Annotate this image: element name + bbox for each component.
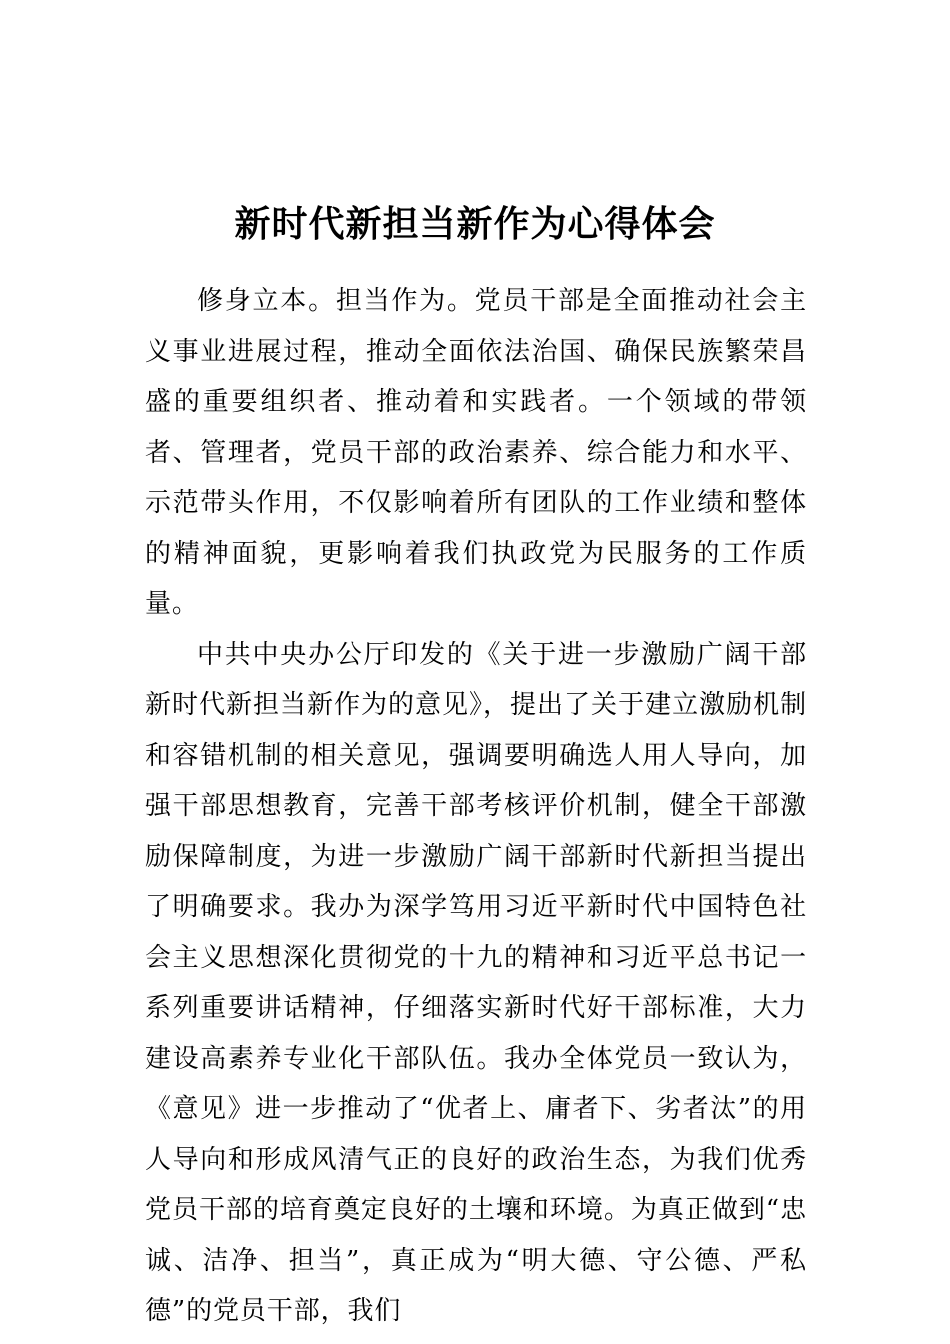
paragraph-2: 中共中央办公厅印发的《关于进一步激励广阔干部新时代新担当新作为的意见》，提出了关于建立激励机制和容错机制的相关意见，强调要明确选人用人导向，加强干部思想教育，完善干部考核评价机制，健全干部激励保障制度，为进一步激励广阔干部新时代新担当提出了明确要求。我办为深学笃用习近平新时代中国特色社会主义思想深化贯彻党的十九的精神和习近平总书记一系列重要讲话精神，仔细落实新时代好干部标准，大力建设高素养专业化干部队伍。我办全体党员一致认为，《意见》进一步推动了“优者上、庸者下、劣者汰”的用人导向和形成风清气正的良好的政治生态，为我们优秀党员干部的培育奠定良好的土壤和环境。为真正做到“忠诚、洁净、担当”，真正成为“明大德、守公德、严私德”的党员干部，我们 <box>145 639 807 1326</box>
paragraph-1: 修身立本。担当作为。党员干部是全面推动社会主义事业进展过程，推动全面依法治国、确保民族繁荣昌盛的重要组织者、推动着和实践者。一个领域的带领者、管理者，党员干部的政治素养、综合能力和水平、示范带头作用，不仅影响着所有团队的工作业绩和整体的精神面貌，更影响着我们执政党为民服务的工作质量。 <box>145 286 807 619</box>
document-title: 新时代新担当新作为心得体会 <box>234 203 716 246</box>
document-body <box>145 276 807 1337</box>
